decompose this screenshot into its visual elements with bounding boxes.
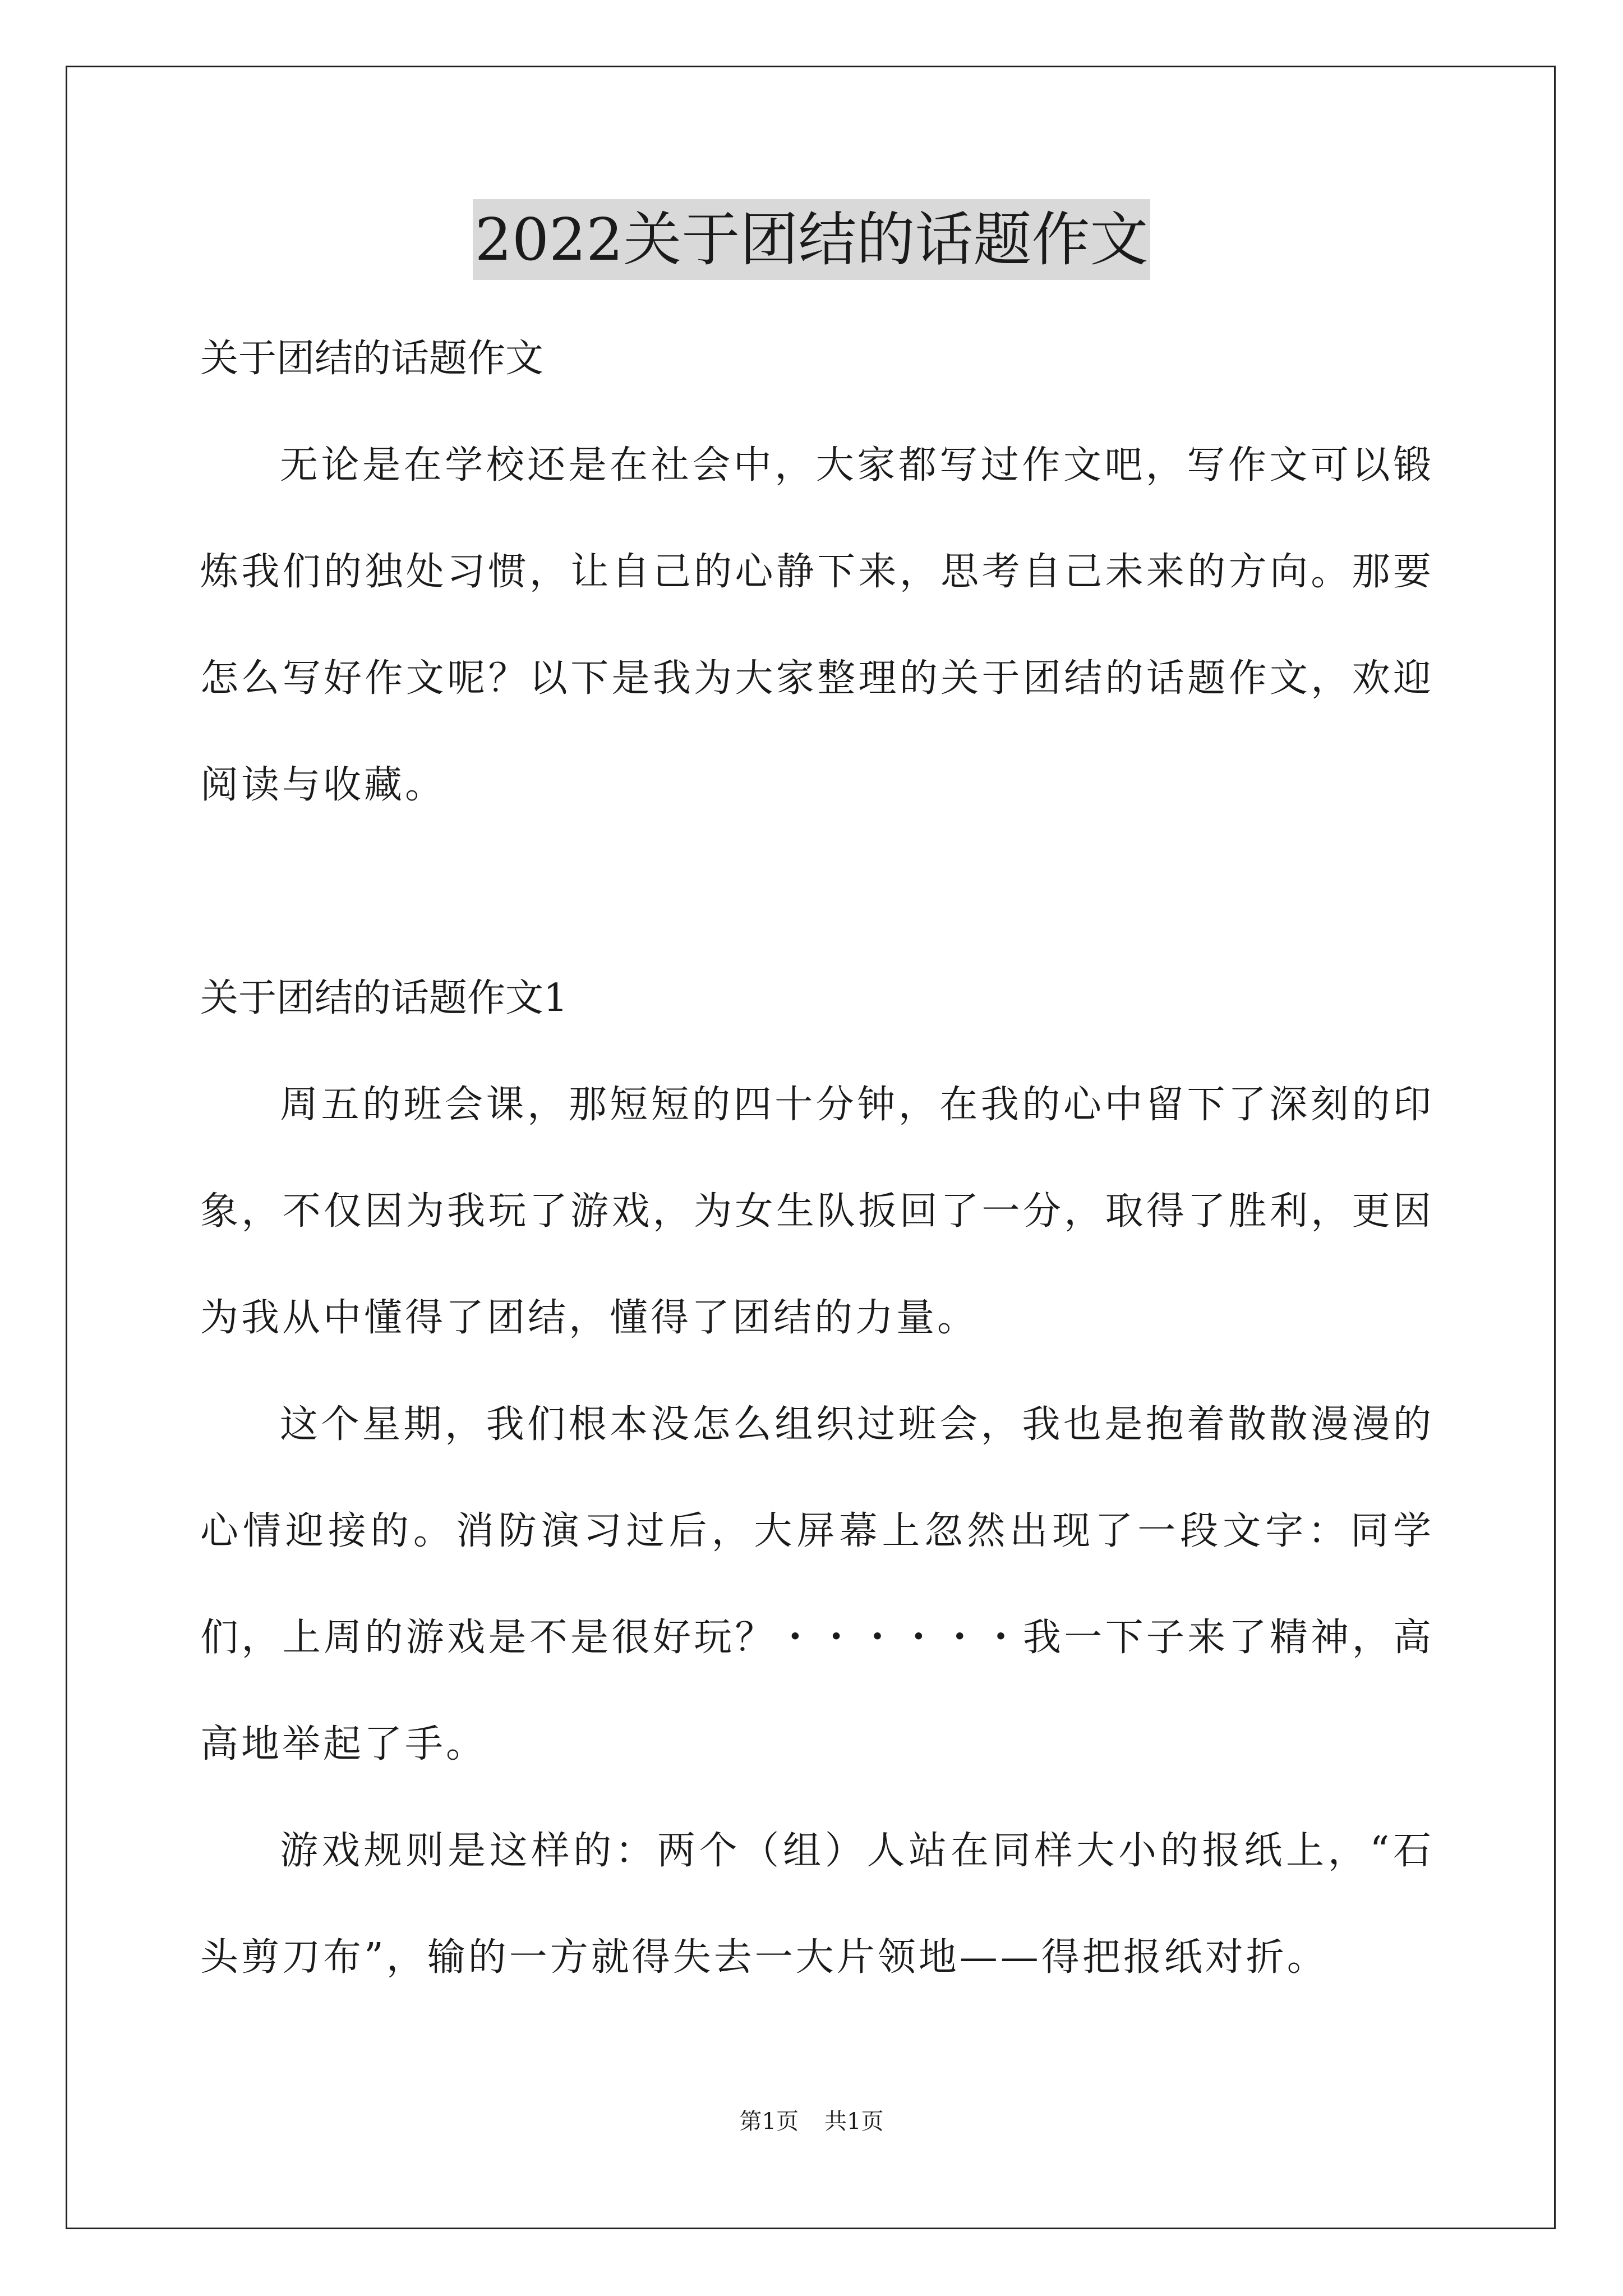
body-paragraph: 这个星期，我们根本没怎么组织过班会，我也是抱着散散漫漫的心情迎接的。消防演习过后，大屏幕上忽然出现了一段文字：同学们，上周的游戏是不是很好玩？・・・・・・我一下子来了精神，高高地举起了手。 <box>200 1402 1434 1766</box>
document-body <box>200 306 1434 2011</box>
intro-paragraph: 无论是在学校还是在社会中，大家都写过作文吧，写作文可以锻炼我们的独处习惯，让自己的心静下来，思考自己未来的方向。那要怎么写好作文呢？以下是我为大家整理的关于团结的话题作文，欢迎阅读与收藏。 <box>200 443 1434 807</box>
body-paragraph: 游戏规则是这样的：两个（组）人站在同样大小的报纸上，“石头剪刀布”，输的一方就得失去一大片领地——得把报纸对折。 <box>200 1829 1434 1980</box>
section-heading: 关于团结的话题作文1 <box>200 976 568 1020</box>
section-spacer <box>200 839 1434 945</box>
page-total: 共1页 <box>824 2109 884 2134</box>
title-container <box>0 199 1623 280</box>
document-title: 2022关于团结的话题作文 <box>473 199 1151 280</box>
page-footer <box>0 2105 1623 2138</box>
intro-heading: 关于团结的话题作文 <box>200 337 544 381</box>
page-number: 第1页 <box>739 2109 799 2134</box>
body-paragraph: 周五的班会课，那短短的四十分钟，在我的心中留下了深刻的印象，不仅因为我玩了游戏，为女生队扳回了一分，取得了胜利，更因为我从中懂得了团结，懂得了团结的力量。 <box>200 1083 1434 1340</box>
